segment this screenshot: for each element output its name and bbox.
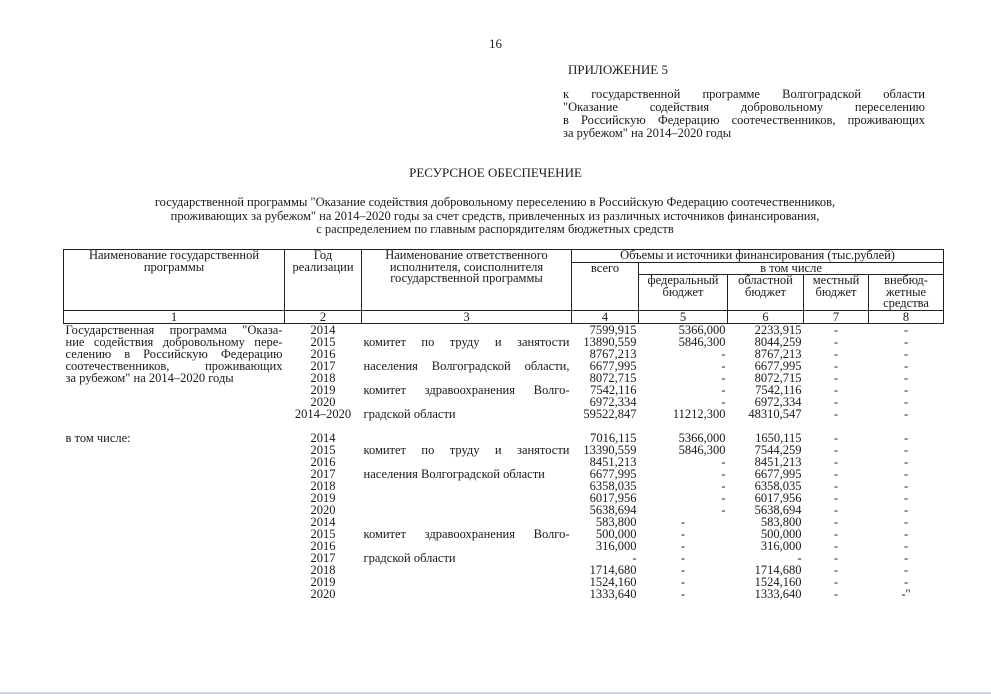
- table-row: [64, 432, 944, 516]
- column-number: 8: [869, 310, 944, 323]
- column-number: 2: [285, 310, 362, 323]
- regional-cell: 2233,915 8044,259 8767,213 6677,995 8072,715 7542,116 6972,334 48310,547: [748, 322, 802, 421]
- federal-cell: 5366,000 5846,300 - - - - - 11212,300: [672, 322, 726, 421]
- years-cell: 2014 2015 2016 2017 2018 2019 2020: [310, 430, 336, 517]
- header-funding: Объемы и источники финансирования (тыс.рублей): [572, 250, 944, 263]
- description-line: проживающих за рубежом" на 2014–2020 годы за счет средств, привлеченных из различных источников финансирования,: [170, 208, 820, 223]
- column-number: 5: [639, 310, 728, 323]
- header-program-name: Наименование государственной программы: [64, 250, 285, 311]
- page-number: 16: [489, 36, 502, 51]
- header-federal: федеральный бюджет: [639, 275, 728, 311]
- appendix-line: к государственной программе Волгоградской области: [563, 87, 925, 101]
- extrabudget-cell: - - - - - - - -: [903, 322, 909, 421]
- appendix-title: ПРИЛОЖЕНИЕ 5: [568, 62, 668, 77]
- column-number: 4: [572, 310, 639, 323]
- executor-cell: комитет здравоохранения Волго- градской области: [363, 526, 570, 565]
- executor-cell: комитет по труду и занятости населения Волгоградской области, комитет здравоохранения Волго- градской области: [363, 334, 570, 421]
- total-cell: 7016,115 13390,559 8451,213 6677,995 6358,035 6017,956 5638,694: [583, 430, 637, 517]
- header-including: в том числе: [639, 262, 944, 275]
- years-cell: 2014 2015 2016 2017 2018 2019 2020 2014–2020: [294, 322, 352, 421]
- total-cell: 7599,915 13890,559 8767,213 6677,995 8072,715 7542,116 6972,334 59522,847: [583, 322, 637, 421]
- executor-cell: комитет по труду и занятости населения Волгоградской области: [363, 442, 570, 481]
- column-number: 7: [804, 310, 869, 323]
- column-number: 3: [362, 310, 572, 323]
- document-heading: РЕСУРСНОЕ ОБЕСПЕЧЕНИЕ: [409, 165, 582, 180]
- extrabudget-cell: - - - - - - -: [903, 430, 909, 517]
- appendix-line: за рубежом" на 2014–2020 годы: [563, 126, 732, 140]
- table-row: [64, 516, 944, 600]
- header-local: местный бюджет: [804, 275, 869, 311]
- description-line: с распределением по главным распорядителям бюджетных средств: [316, 222, 674, 236]
- header-year: Год реализации: [285, 250, 362, 311]
- scan-edge-line: [0, 692, 991, 694]
- header-executor: Наименование ответственного исполнителя, соисполнителя государственной программы: [362, 250, 572, 311]
- program-name-cell: Государственная программа "Оказа- ние содействия добровольному пере- селению в Российскую Федерацию соотечественников, проживающих за рубежом" на 2014–2020 годы: [65, 322, 283, 385]
- local-cell: - - - - - - -: [833, 430, 839, 517]
- table-row: [64, 323, 944, 432]
- resource-table: [63, 249, 944, 600]
- description-line: государственной программы "Оказание содействия добровольному переселению в Российскую Федерацию соотечественников,: [154, 195, 836, 209]
- column-number: 6: [728, 310, 804, 323]
- program-name-cell: [64, 516, 285, 600]
- regional-cell: 583,800 500,000 316,000 - 1714,680 1524,160 1333,640: [754, 514, 802, 601]
- local-cell: - - - - - - - -: [833, 322, 839, 421]
- federal-cell: 5366,000 5846,300 - - - - -: [678, 430, 726, 517]
- document-description: [60, 196, 930, 237]
- years-cell: 2014 2015 2016 2017 2018 2019 2020: [310, 514, 336, 601]
- federal-cell: - - - - - - -: [680, 514, 686, 601]
- header-extrabudget: внебюд-жетные средства: [869, 275, 944, 311]
- total-cell: 583,800 500,000 316,000 - 1714,680 1524,160 1333,640: [589, 514, 637, 601]
- local-cell: - - - - - - -: [833, 514, 839, 601]
- regional-cell: 1650,115 7544,259 8451,213 6677,995 6358,035 6017,956 5638,694: [754, 430, 802, 517]
- header-regional: областной бюджет: [728, 275, 804, 311]
- appendix-line: "Оказание содействия добровольному переселению: [563, 100, 925, 114]
- appendix-line: в Российскую Федерацию соотечественников, проживающих: [563, 113, 925, 127]
- column-number: 1: [64, 310, 285, 323]
- extrabudget-cell: - - - - - - -": [901, 514, 911, 601]
- appendix-subtitle: [563, 88, 925, 140]
- program-name-cell: в том числе:: [65, 430, 131, 445]
- header-total: всего: [572, 262, 639, 310]
